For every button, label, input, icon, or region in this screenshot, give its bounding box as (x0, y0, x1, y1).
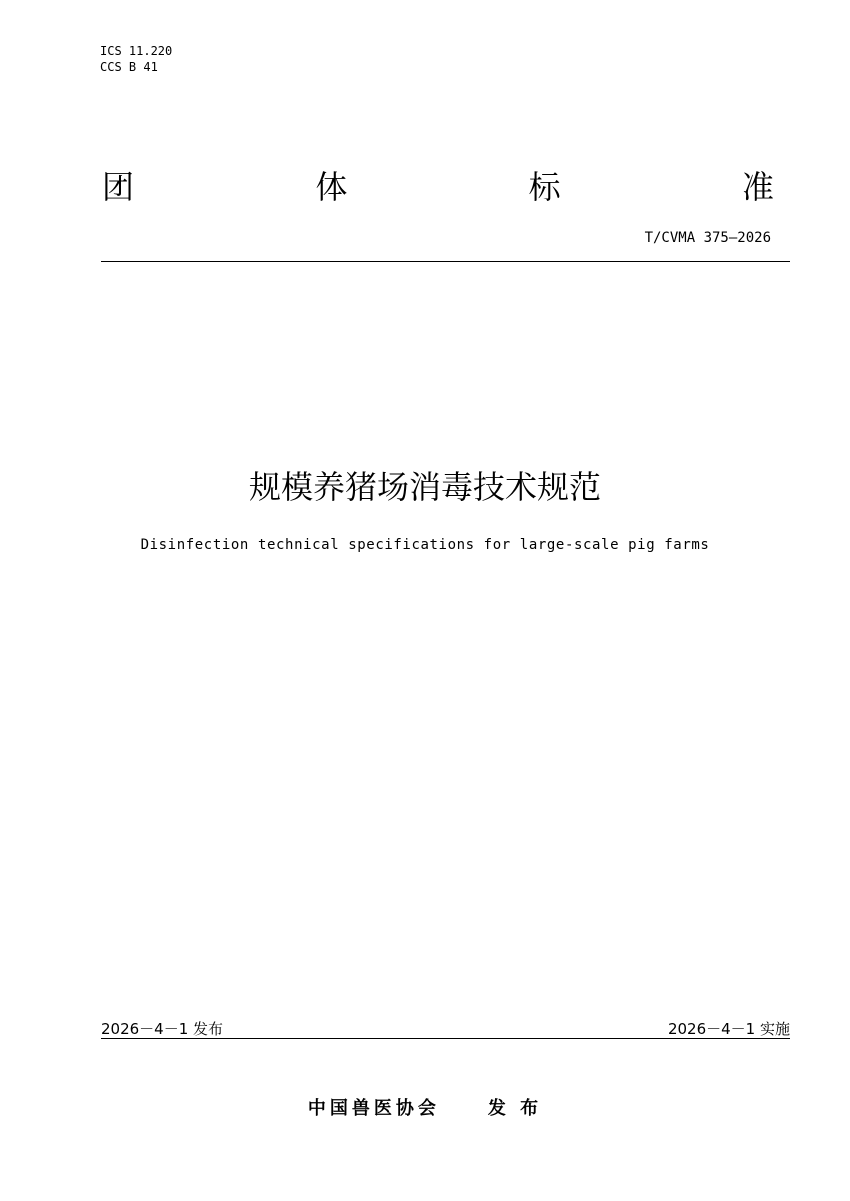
standard-type-char: 体 (315, 168, 348, 206)
ccs-code: CCS B 41 (100, 60, 158, 74)
standard-type-heading (102, 160, 774, 210)
standard-code: T/CVMA 375—2026 (644, 230, 771, 246)
issue-date: 2026－4－1 发布 (101, 1020, 224, 1038)
top-divider (101, 261, 790, 262)
publisher-line (0, 1094, 850, 1120)
bottom-divider (101, 1038, 790, 1039)
standard-type-char: 准 (741, 168, 774, 206)
ics-code: ICS 11.220 (100, 44, 173, 58)
publisher-action: 发 布 (487, 1098, 543, 1119)
implementation-date: 2026－4－1 实施 (667, 1020, 790, 1038)
title-chinese: 规模养猪场消毒技术规范 (248, 468, 601, 506)
standard-type-char: 标 (528, 168, 561, 206)
publisher-name: 中国兽医协会 (307, 1098, 440, 1119)
classification-codes (100, 43, 172, 75)
standard-type-char: 团 (102, 168, 135, 206)
title-english: Disinfection technical specifications for large-scale pig farms (140, 537, 710, 553)
